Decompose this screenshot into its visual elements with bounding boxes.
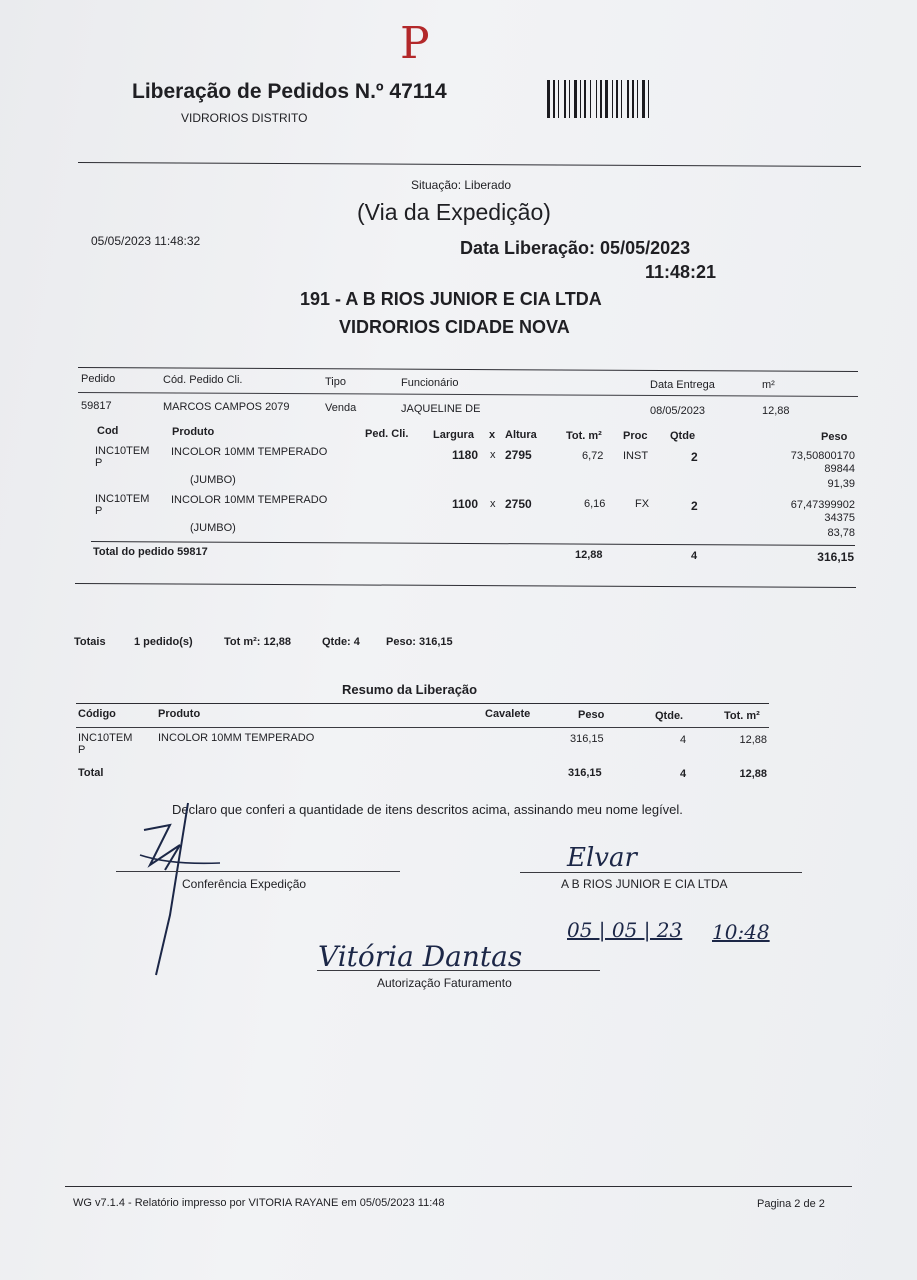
divider	[78, 162, 861, 167]
signature-line	[116, 871, 400, 872]
item-cod: INC10TEM	[95, 493, 150, 505]
item-cod-suffix: P	[95, 505, 103, 517]
divider	[76, 703, 769, 704]
resumo-col-cavalete: Cavalete	[485, 708, 531, 720]
value-cod-pedido-cli: MARCOS CAMPOS 2079	[163, 401, 290, 413]
barcode	[545, 78, 685, 120]
item-produto-detail: (JUMBO)	[190, 522, 236, 534]
label-m2: m²	[762, 379, 775, 391]
value-funcionario: JAQUELINE DE	[401, 403, 481, 415]
resumo-col-produto: Produto	[158, 708, 201, 720]
resumo-peso: 316,15	[570, 733, 604, 745]
divider	[75, 583, 856, 588]
col-qtde: Qtde	[670, 430, 696, 442]
resumo-total-peso: 316,15	[568, 767, 602, 779]
item-peso: 67,47399902	[790, 499, 855, 511]
client-site: VIDRORIOS CIDADE NOVA	[339, 317, 570, 337]
resumo-codigo: INC10TEM	[78, 732, 133, 744]
item-proc: INST	[623, 450, 649, 462]
item-qtde: 2	[691, 499, 698, 513]
data-liberacao: Data Liberação: 05/05/2023	[460, 238, 691, 258]
resumo-qtde: 4	[680, 734, 687, 746]
value-tipo: Venda	[325, 402, 357, 414]
item-produto: INCOLOR 10MM TEMPERADO	[171, 494, 328, 506]
col-produto: Produto	[172, 426, 215, 438]
totais-peso: Peso: 316,15	[386, 636, 453, 648]
label-tipo: Tipo	[325, 376, 346, 388]
situacao: Situação: Liberado	[411, 178, 512, 192]
totais-label: Totais	[74, 636, 106, 648]
item-tot-m2: 6,72	[582, 450, 604, 462]
order-total-peso: 316,15	[817, 550, 854, 564]
resumo-codigo-suffix: P	[78, 744, 86, 756]
handwritten-date: 05 | 05 | 23	[567, 918, 683, 942]
autorizacao-label: Autorização Faturamento	[377, 976, 512, 990]
resumo-produto: INCOLOR 10MM TEMPERADO	[158, 732, 315, 744]
resumo-col-codigo: Código	[78, 708, 116, 720]
item-peso-rounded: 91,39	[827, 478, 855, 490]
via-label: (Via da Expedição)	[357, 199, 551, 225]
totais-pedidos: 1 pedido(s)	[134, 636, 193, 648]
label-pedido: Pedido	[81, 373, 116, 385]
totais-m2: Tot m²: 12,88	[224, 636, 292, 648]
printed-timestamp: 05/05/2023 11:48:32	[91, 234, 201, 248]
col-x: x	[489, 429, 496, 441]
value-m2: 12,88	[762, 405, 790, 417]
conferencia-label: Conferência Expedição	[182, 877, 307, 891]
col-altura: Altura	[505, 429, 537, 441]
resumo-col-qtde: Qtde.	[655, 710, 684, 722]
item-altura: 2795	[505, 448, 532, 462]
item-x: x	[490, 498, 496, 510]
resumo-title: Resumo da Liberação	[342, 682, 478, 697]
label-cod-pedido-cli: Cód. Pedido Cli.	[163, 374, 243, 386]
divider	[65, 1186, 852, 1187]
divider	[76, 727, 769, 728]
col-largura: Largura	[433, 429, 474, 441]
resumo-total-label: Total	[78, 767, 104, 779]
item-qtde: 2	[691, 450, 698, 464]
hora-liberacao: 11:48:21	[645, 262, 717, 282]
value-pedido: 59817	[81, 400, 112, 412]
col-tot-m2: Tot. m²	[566, 430, 602, 442]
order-total-qtde: 4	[691, 550, 698, 562]
client-signature-label: A B RIOS JUNIOR E CIA LTDA	[561, 877, 728, 891]
item-x: x	[490, 449, 496, 461]
resumo-col-peso: Peso	[578, 709, 605, 721]
client-name: 191 - A B RIOS JUNIOR E CIA LTDA	[300, 289, 602, 309]
item-largura: 1180	[452, 448, 479, 462]
order-total-label: Total do pedido 59817	[93, 546, 208, 558]
company-subtitle: VIDRORIOS DISTRITO	[181, 111, 308, 125]
col-peso: Peso	[821, 431, 848, 443]
item-peso-rounded: 83,78	[827, 527, 855, 539]
handwritten-mark: P	[400, 18, 430, 69]
order-total-m2: 12,88	[575, 549, 603, 561]
item-peso-cont: 34375	[824, 512, 855, 524]
item-peso: 73,50800170	[790, 450, 855, 462]
divider	[78, 392, 858, 397]
item-largura: 1100	[452, 497, 479, 511]
item-produto-detail: (JUMBO)	[190, 474, 236, 486]
col-ped-cli: Ped. Cli.	[365, 428, 409, 440]
document-title: Liberação de Pedidos N.º 47114	[132, 80, 447, 103]
item-cod: INC10TEM	[95, 445, 150, 457]
item-altura: 2750	[505, 497, 532, 511]
client-signature: Elvar	[567, 843, 637, 873]
totais-qtde: Qtde: 4	[322, 636, 360, 648]
item-proc: FX	[635, 498, 650, 510]
declaration-text: Declaro que conferi a quantidade de itens descritos acima, assinando meu nome legível.	[172, 802, 683, 817]
divider	[78, 367, 858, 372]
col-proc: Proc	[623, 430, 648, 442]
item-peso-cont: 89844	[824, 463, 855, 475]
signature-line	[520, 872, 802, 873]
item-tot-m2: 6,16	[584, 498, 606, 510]
resumo-tot-m2: 12,88	[739, 734, 767, 746]
resumo-total-m2: 12,88	[739, 768, 767, 780]
resumo-total-qtde: 4	[680, 768, 687, 780]
footer-page: Pagina 2 de 2	[757, 1198, 825, 1210]
item-produto: INCOLOR 10MM TEMPERADO	[171, 446, 328, 458]
handwritten-time: 10:48	[712, 920, 770, 944]
signature-line	[317, 970, 600, 971]
autorizacao-signature: Vitória Dantas	[318, 940, 523, 973]
label-funcionario: Funcionário	[401, 377, 459, 389]
item-cod-suffix: P	[95, 457, 103, 469]
col-cod: Cod	[97, 425, 119, 437]
value-data-entrega: 08/05/2023	[650, 405, 706, 417]
footer-left: WG v7.1.4 - Relatório impresso por VITORIA RAYANE em 05/05/2023 11:48	[73, 1197, 445, 1209]
label-data-entrega: Data Entrega	[650, 379, 715, 391]
resumo-col-tot-m2: Tot. m²	[724, 710, 760, 722]
